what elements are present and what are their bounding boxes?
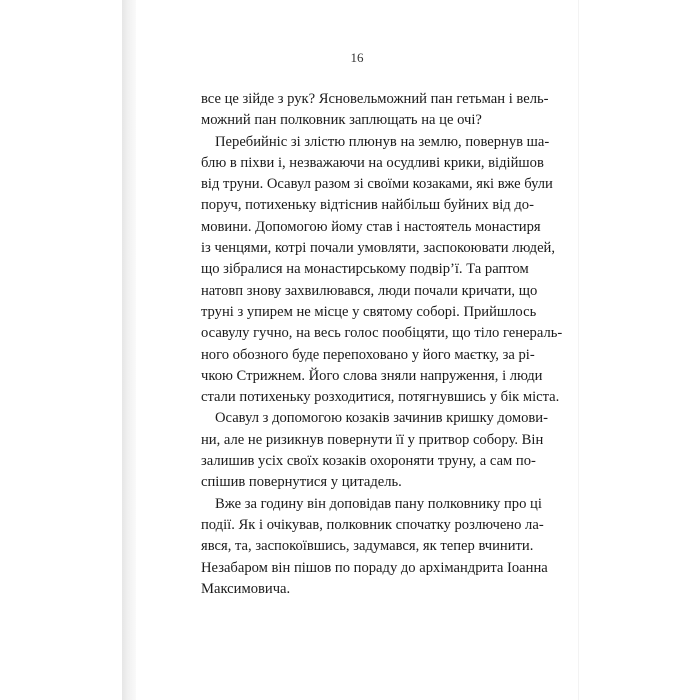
text-line: події. Як і очікував, полковник спочатку розлючено ла- xyxy=(201,516,544,533)
text-line: спішив повернутися у цитадель. xyxy=(201,474,402,491)
text-line: Перебийніс зі злістю плюнув на землю, повернув ша- xyxy=(215,133,550,150)
text-line: Осавул з допомогою козаків зачинив кришку домови- xyxy=(215,410,548,427)
body-text xyxy=(201,89,563,600)
text-line: Вже за годину він доповідав пану полковнику про ці xyxy=(215,495,542,512)
text-line: блю в піхви і, незважаючи на осудливі крики, відійшов xyxy=(201,154,544,171)
text-line: осавулу гучно, на весь голос пообіцяти, що тіло генераль- xyxy=(201,325,563,342)
page-gutter-shadow xyxy=(122,0,136,700)
text-line: від труни. Осавул разом зі своїми козаками, які вже були xyxy=(201,176,553,193)
paragraph xyxy=(201,408,548,493)
text-line: труні з упирем не місце у святому соборі. Прийшлось xyxy=(201,303,537,320)
text-line: чкою Стрижнем. Його слова зняли напруження, і люди xyxy=(201,367,543,384)
text-line: залишив усіх своїх козаків охороняти труну, а сам по- xyxy=(201,453,536,470)
paragraph xyxy=(201,132,563,409)
text-line: натовп знову захвилювався, люди почали кричати, що xyxy=(201,282,538,299)
text-line: мовини. Допомогою йому став і настоятель монастиря xyxy=(201,218,541,235)
text-line: можний пан полковник заплющать на це очі? xyxy=(201,112,482,129)
text-line: явся, та, заспокоївшись, задумався, як тепер вчинити. xyxy=(201,538,534,555)
text-line: що зібралися на монастирському подвір’ї. Та раптом xyxy=(201,261,529,278)
text-line: все це зійде з рук? Ясновельможний пан гетьман і вель- xyxy=(201,91,549,107)
page-number: 16 xyxy=(350,50,364,65)
text-line: Максимовича. xyxy=(201,580,291,597)
text-line: стали потихеньку розходитися, потягнувшись у бік міста. xyxy=(201,389,560,406)
text-line: поруч, потихеньку відтіснив найбільш буйних від до- xyxy=(201,197,534,214)
book-page xyxy=(136,0,578,700)
paragraph xyxy=(201,494,548,600)
text-line: ни, але не ризикнув повернути її у притвор собору. Він xyxy=(201,431,544,448)
text-line: Незабаром він пішов по пораду до архімандрита Іоанна xyxy=(201,559,548,576)
paragraph xyxy=(201,89,549,132)
text-line: ного обозного буде перепоховано у його маєтку, за рі- xyxy=(201,346,535,363)
text-line: із ченцями, котрі почали умовляти, заспокоювати людей, xyxy=(201,240,556,257)
